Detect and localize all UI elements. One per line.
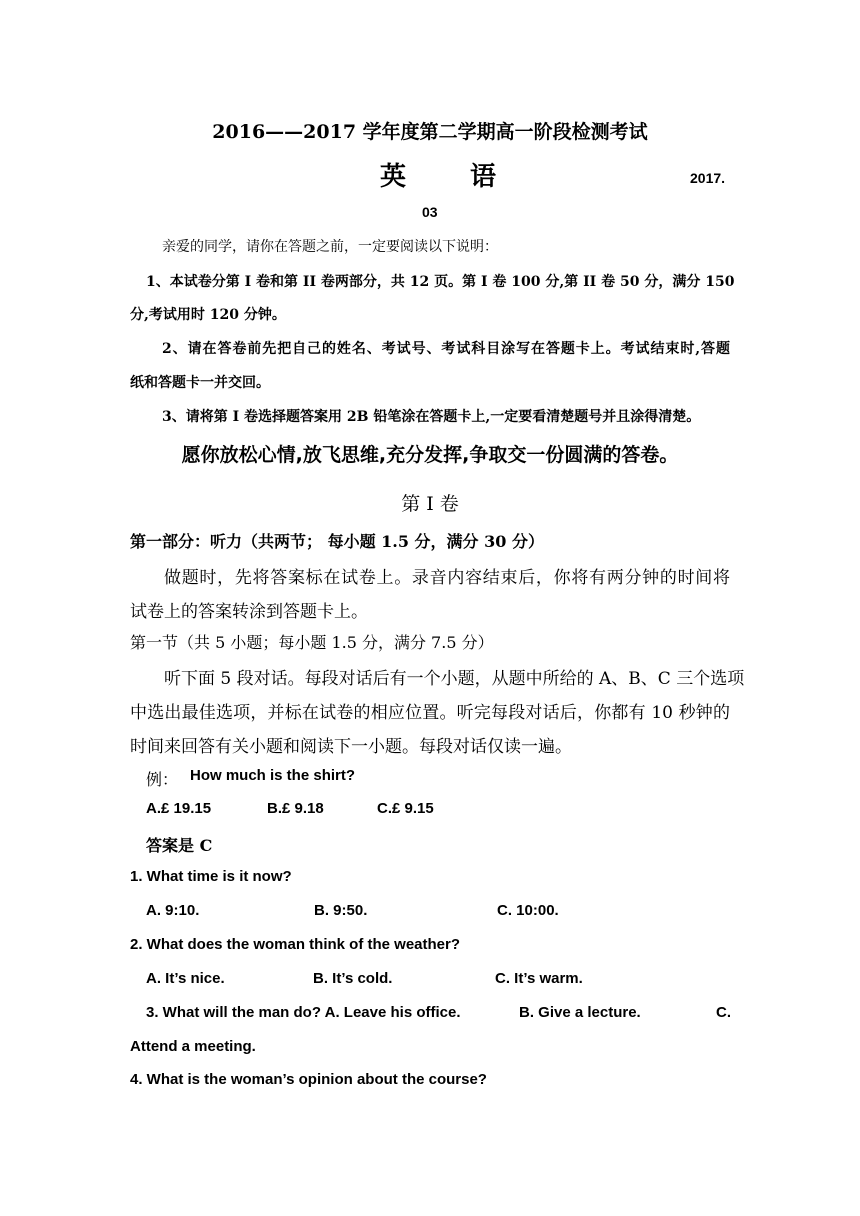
instructions-intro: 亲爱的同学，请你在答题之前，一定要阅读以下说明： [162,239,498,255]
example-option-b: B.£ 9.18 [267,800,324,817]
question-2-option-a: A. It’s nice. [146,970,225,987]
example-question: How much is the shirt? [190,767,356,784]
question-2-option-b: B. It’s cold. [313,970,393,987]
question-2: 2. What does the woman think of the weather? [130,936,461,953]
dialogue-instructions-line2: 中选出最佳选项，并标在试卷的相应位置。听完每段对话后，你都有 10 秒钟的 [130,703,730,723]
instruction-item-2-line2: 纸和答题卡一并交回。 [130,375,270,391]
question-1: 1. What time is it now? [130,868,292,885]
example-answer: 答案是 C [146,836,213,855]
motto: 愿你放松心情,放飞思维,充分发挥,争取交一份圆满的答卷。 [181,444,679,466]
exam-date-part2: 03 [422,204,438,220]
question-3-option-b: B. Give a lecture. [519,1004,641,1021]
listening-instructions-line2: 试卷上的答案转涂到答题卡上。 [130,602,368,622]
example-option-a: A.£ 19.15 [146,800,212,817]
question-1-option-a: A. 9:10. [146,902,200,919]
subject-char-1: 英 [380,162,407,192]
question-1-option-c: C. 10:00. [497,902,559,919]
subject-char-2: 语 [470,162,497,192]
subsection-heading: 第一节（共 5 小题；每小题 1.5 分，满分 7.5 分） [130,633,494,652]
listening-instructions-line1: 做题时，先将答案标在试卷上。录音内容结束后，你将有两分钟的时间将 [164,568,730,588]
instruction-item-1-line1: 1、本试卷分第 I 卷和第 II 卷两部分，共 12 页。第 I 卷 100 分,第 II 卷 50 分，满分 150 [146,274,735,290]
exam-date-part1: 2017. [690,170,726,186]
dialogue-instructions-line1: 听下面 5 段对话。每段对话后有一个小题，从题中所给的 A、B、C 三个选项 [164,669,745,689]
instruction-item-1-line2: 分,考试用时 120 分钟。 [130,307,286,323]
section-heading: 第一部分：听力（共两节； 每小题 1.5 分，满分 30 分） [130,532,544,551]
dialogue-instructions-line3: 时间来回答有关小题和阅读下一小题。每段对话仅读一遍。 [130,737,572,757]
volume-title: 第 I 卷 [401,493,459,515]
question-2-option-c: C. It’s warm. [495,970,583,987]
question-1-option-b: B. 9:50. [314,902,368,919]
example-label: 例： [146,770,179,789]
instruction-item-3: 3、请将第 I 卷选择题答案用 2B 铅笔涂在答题卡上,一定要看清楚题号并且涂得清楚。 [162,409,701,425]
question-3: 3. What will the man do? A. Leave his office. [146,1004,461,1021]
example-option-c: C.£ 9.15 [377,800,434,817]
question-3-option-c-text: Attend a meeting. [130,1038,256,1055]
question-4: 4. What is the woman’s opinion about the course? [130,1071,487,1088]
exam-title: 2016——2017 学年度第二学期高一阶段检测考试 [212,121,648,143]
instruction-item-2-line1: 2、请在答卷前先把自己的姓名、考试号、考试科目涂写在答题卡上。考试结束时,答题 [162,341,730,357]
question-3-option-c-label: C. [716,1004,731,1021]
